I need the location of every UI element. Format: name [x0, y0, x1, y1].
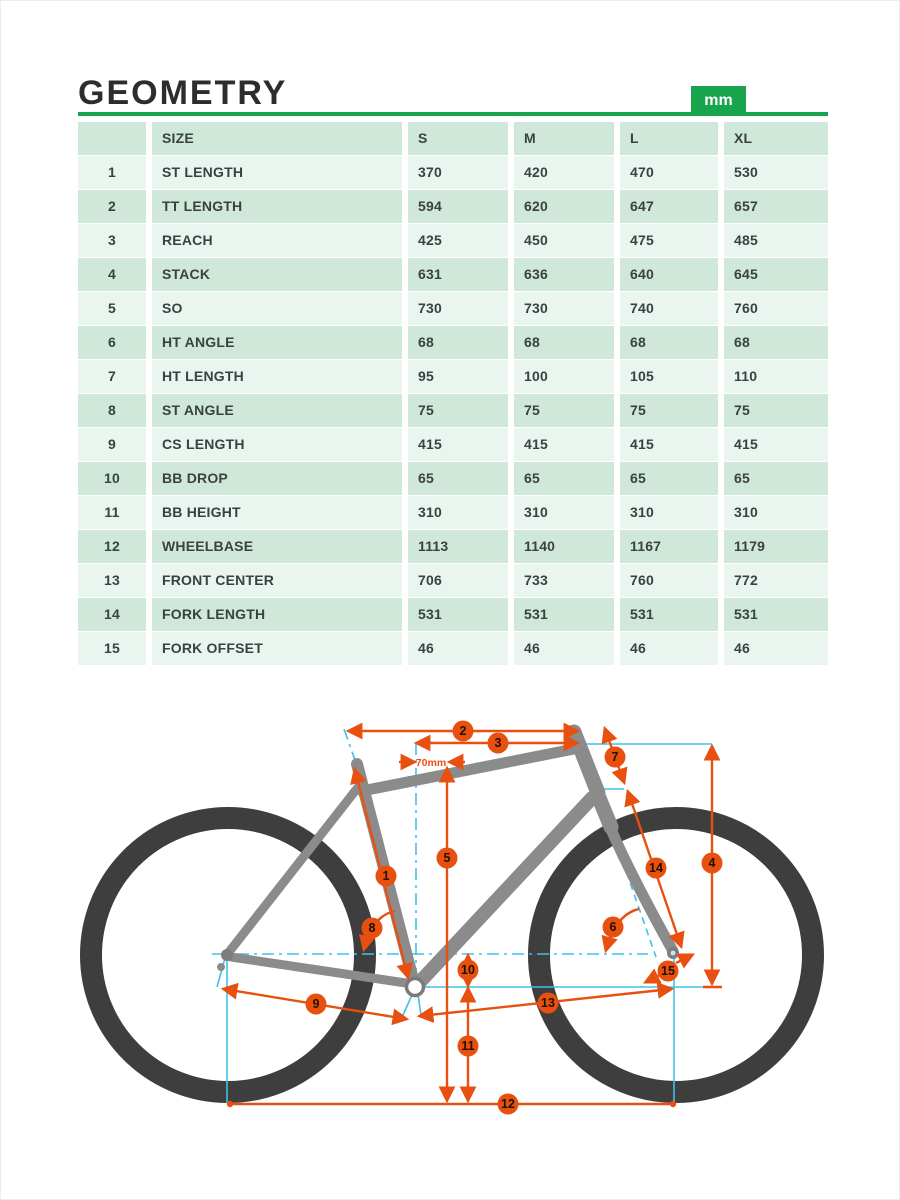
column-header: XL: [724, 122, 828, 155]
row-value: 415: [724, 428, 828, 461]
row-value: 531: [514, 598, 614, 631]
row-value: 68: [514, 326, 614, 359]
callout-4: [702, 853, 723, 874]
row-number: 12: [78, 530, 146, 563]
page-title: GEOMETRY: [78, 74, 288, 112]
svg-text:1: 1: [382, 869, 390, 883]
row-value: 636: [514, 258, 614, 291]
row-value: 772: [724, 564, 828, 597]
row-number: 7: [78, 360, 146, 393]
row-value: 485: [724, 224, 828, 257]
row-value: 1140: [514, 530, 614, 563]
svg-text:13: 13: [541, 996, 555, 1010]
row-value: 75: [620, 394, 718, 427]
callout-5: [437, 848, 458, 869]
callout-6: [603, 917, 624, 938]
row-value: 65: [514, 462, 614, 495]
row-value: 310: [514, 496, 614, 529]
row-value: 415: [620, 428, 718, 461]
svg-text:10: 10: [461, 963, 475, 977]
row-value: 450: [514, 224, 614, 257]
callout-1: [376, 866, 397, 887]
row-value: 105: [620, 360, 718, 393]
row-value: 46: [620, 632, 718, 665]
svg-text:5: 5: [443, 851, 451, 865]
row-number: 15: [78, 632, 146, 665]
row-value: 1179: [724, 530, 828, 563]
seatpost-note: 70mm: [415, 757, 447, 769]
callout-8: [362, 918, 383, 939]
dim-fork-offset-right: [676, 955, 692, 963]
row-label: SO: [152, 292, 402, 325]
rear-axle-extension: [217, 958, 225, 987]
row-value: 68: [620, 326, 718, 359]
svg-text:11: 11: [461, 1039, 475, 1053]
row-value: 65: [724, 462, 828, 495]
row-value: 531: [620, 598, 718, 631]
row-value: 760: [724, 292, 828, 325]
row-number: 14: [78, 598, 146, 631]
row-value: 310: [620, 496, 718, 529]
row-number: 1: [78, 156, 146, 189]
row-value: 110: [724, 360, 828, 393]
row-number: 11: [78, 496, 146, 529]
callout-10: [458, 960, 479, 981]
row-value: 95: [408, 360, 508, 393]
row-label: FRONT CENTER: [152, 564, 402, 597]
row-value: 46: [514, 632, 614, 665]
row-value: 730: [408, 292, 508, 325]
callout-13: [538, 993, 559, 1014]
row-value: 647: [620, 190, 718, 223]
row-value: 100: [514, 360, 614, 393]
row-value: 425: [408, 224, 508, 257]
row-label: HT LENGTH: [152, 360, 402, 393]
row-number: 9: [78, 428, 146, 461]
chain-stay: [231, 957, 406, 983]
row-value: 46: [724, 632, 828, 665]
derailleur-hanger: [217, 963, 225, 971]
row-value: 740: [620, 292, 718, 325]
row-value: 470: [620, 156, 718, 189]
svg-text:6: 6: [609, 920, 617, 934]
row-value: 370: [408, 156, 508, 189]
callout-9: [306, 994, 327, 1015]
callout-11: [458, 1036, 479, 1057]
row-number: 6: [78, 326, 146, 359]
row-label: WHEELBASE: [152, 530, 402, 563]
row-label: BB HEIGHT: [152, 496, 402, 529]
row-value: 310: [408, 496, 508, 529]
svg-text:8: 8: [368, 921, 376, 935]
row-value: 1113: [408, 530, 508, 563]
row-value: 733: [514, 564, 614, 597]
column-header: SIZE: [152, 122, 402, 155]
callout-7: [605, 747, 626, 768]
row-label: BB DROP: [152, 462, 402, 495]
svg-text:12: 12: [501, 1097, 515, 1111]
row-value: 75: [724, 394, 828, 427]
callout-3: [488, 733, 509, 754]
row-value: 415: [514, 428, 614, 461]
row-value: 620: [514, 190, 614, 223]
row-value: 415: [408, 428, 508, 461]
column-header: S: [408, 122, 508, 155]
row-value: 631: [408, 258, 508, 291]
row-number: 4: [78, 258, 146, 291]
row-value: 310: [724, 496, 828, 529]
row-value: 730: [514, 292, 614, 325]
row-label: TT LENGTH: [152, 190, 402, 223]
row-label: REACH: [152, 224, 402, 257]
row-value: 420: [514, 156, 614, 189]
svg-text:14: 14: [649, 861, 663, 875]
row-value: 65: [620, 462, 718, 495]
seat-extension-reference: [344, 729, 356, 763]
row-value: 530: [724, 156, 828, 189]
bb-extension-left: [403, 995, 412, 1015]
callout-12: [498, 1094, 519, 1115]
row-label: FORK OFFSET: [152, 632, 402, 665]
row-number: 2: [78, 190, 146, 223]
callout-15: [658, 961, 679, 982]
row-value: 657: [724, 190, 828, 223]
row-label: STACK: [152, 258, 402, 291]
rear-dropout: [221, 949, 233, 961]
bottom-bracket: [407, 979, 424, 996]
row-number: 13: [78, 564, 146, 597]
row-value: 645: [724, 258, 828, 291]
row-value: 68: [408, 326, 508, 359]
row-value: 594: [408, 190, 508, 223]
row-value: 475: [620, 224, 718, 257]
svg-text:4: 4: [708, 856, 716, 870]
row-value: 65: [408, 462, 508, 495]
row-number: 5: [78, 292, 146, 325]
row-label: ST ANGLE: [152, 394, 402, 427]
svg-text:7: 7: [611, 750, 619, 764]
row-value: 640: [620, 258, 718, 291]
svg-text:2: 2: [459, 724, 467, 738]
head-tube: [574, 732, 598, 793]
svg-text:15: 15: [661, 964, 675, 978]
row-label: FORK LENGTH: [152, 598, 402, 631]
row-value: 531: [408, 598, 508, 631]
bb-extension-right: [418, 995, 421, 1015]
row-value: 531: [724, 598, 828, 631]
row-label: HT ANGLE: [152, 326, 402, 359]
row-number: 3: [78, 224, 146, 257]
row-value: 46: [408, 632, 508, 665]
callout-14: [646, 858, 667, 879]
svg-text:9: 9: [312, 997, 320, 1011]
row-value: 68: [724, 326, 828, 359]
column-header: M: [514, 122, 614, 155]
unit-badge[interactable]: mm: [691, 86, 746, 116]
wheelbase-end-dot-left: [227, 1101, 233, 1107]
row-label: CS LENGTH: [152, 428, 402, 461]
front-hub-center: [671, 951, 676, 956]
callout-2: [453, 721, 474, 742]
row-number: 8: [78, 394, 146, 427]
row-value: 706: [408, 564, 508, 597]
row-value: 75: [408, 394, 508, 427]
wheelbase-end-dot-right: [670, 1101, 676, 1107]
row-value: 760: [620, 564, 718, 597]
column-header: L: [620, 122, 718, 155]
row-value: 1167: [620, 530, 718, 563]
svg-text:3: 3: [494, 736, 502, 750]
row-number: 10: [78, 462, 146, 495]
row-label: ST LENGTH: [152, 156, 402, 189]
row-value: 75: [514, 394, 614, 427]
top-tube: [362, 748, 579, 791]
